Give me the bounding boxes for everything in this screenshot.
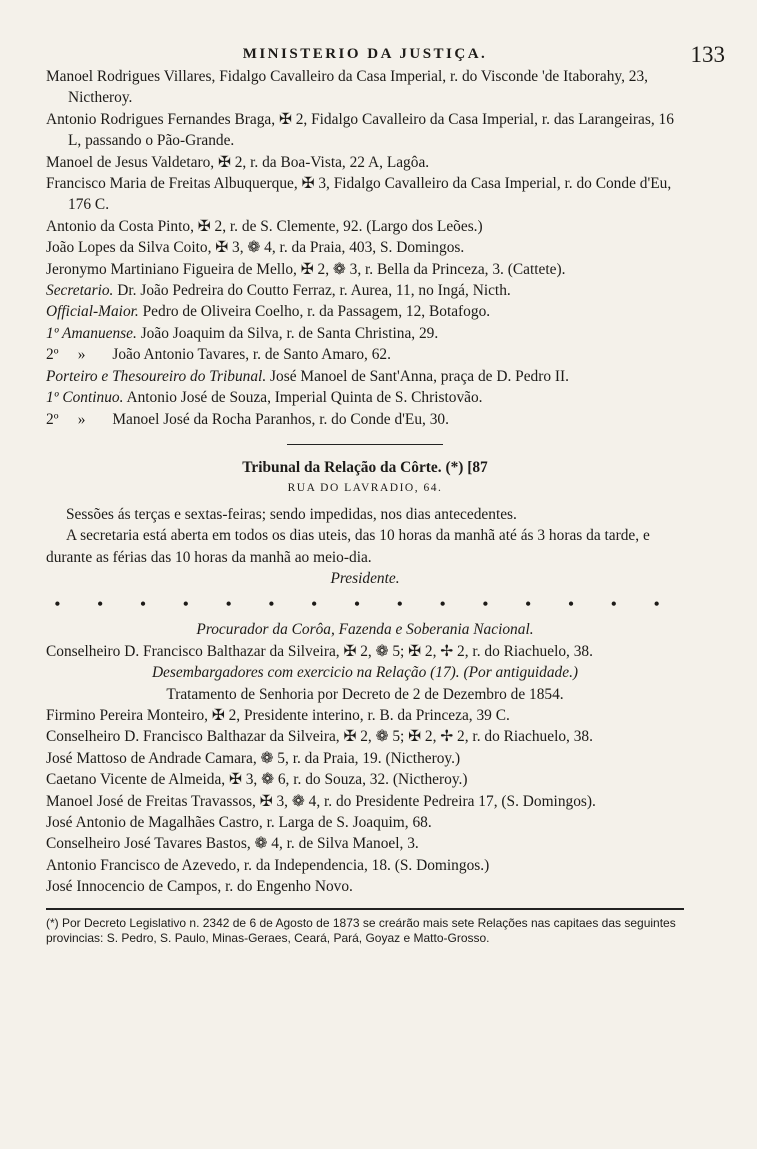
staff-text: Antonio José de Souza, Imperial Quinta de S. Christovão.	[123, 389, 483, 407]
ministry-members-list	[46, 66, 684, 280]
staff-text: » Manoel José da Rocha Paranhos, r. do Conde d'Eu, 30.	[58, 410, 449, 428]
list-item: Manoel José de Freitas Travassos, ✠ 3, ❁ 4, r. do Presidente Pedreira 17, (S. Domingos).	[46, 792, 596, 810]
staff-role: 2º	[46, 346, 59, 364]
staff-item	[46, 280, 684, 301]
desembargadores-list	[46, 705, 684, 898]
list-item: Manoel de Jesus Valdetaro, ✠ 2, r. da Boa-Vista, 22 A, Lagôa.	[46, 153, 430, 171]
staff-list	[46, 280, 684, 430]
desembargadores-heading: Desembargadores com exercicio na Relação (17). (Por antiguidade.)	[151, 664, 579, 682]
staff-text: Dr. João Pedreira do Coutto Ferraz, r. Aurea, 11, no Ingá, Nicth.	[113, 282, 511, 300]
page-header	[45, 36, 725, 67]
list-item: Antonio Rodrigues Fernandes Braga, ✠ 2, Fidalgo Cavalleiro da Casa Imperial, r. das Larangeiras, 16 L, passando o Pão-Grande.	[46, 110, 674, 150]
procurador-heading: Procurador da Corôa, Fazenda e Soberania Nacional.	[196, 621, 534, 639]
staff-item	[46, 366, 684, 387]
list-item: Francisco Maria de Freitas Albuquerque, ✠ 3, Fidalgo Cavalleiro da Casa Imperial, r. do Conde d'Eu, 176 C.	[46, 175, 672, 214]
list-item: Antonio Francisco de Azevedo, r. da Independencia, 18. (S. Domingos.)	[46, 856, 490, 874]
list-item: Jeronymo Martiniano Figueira de Mello, ✠ 2, ❁ 3, r. Bella da Princeza, 3. (Cattete).	[46, 260, 566, 278]
staff-text: José Manoel de Sant'Anna, praça de D. Pedro II.	[266, 367, 569, 385]
list-item: José Mattoso de Andrade Camara, ❁ 5, r. da Praia, 19. (Nictheroy.)	[46, 749, 461, 767]
staff-item	[46, 344, 684, 365]
staff-text: João Joaquim da Silva, r. de Santa Christina, 29.	[136, 324, 439, 342]
section-divider	[287, 444, 443, 445]
list-item: Conselheiro José Tavares Bastos, ❁ 4, r. de Silva Manoel, 3.	[46, 835, 419, 853]
staff-item	[46, 409, 684, 430]
list-item: Manoel Rodrigues Villares, Fidalgo Cavalleiro da Casa Imperial, r. do Visconde 'de Itaborahy, 23, Nictheroy.	[46, 68, 649, 107]
staff-role: Official-Maior.	[46, 303, 139, 321]
tribunal-title: Tribunal da Relação da Côrte. (*) [87	[242, 458, 488, 476]
list-item: José Innocencio de Campos, r. do Engenho Novo.	[46, 878, 353, 896]
dot-leader: • • • • • • • • • • • • • • •	[54, 594, 676, 615]
secretary-hours-text: A secretaria está aberta em todos os dias uteis, das 10 horas da manhã até ás 3 horas da tarde, e durante as férias das 10 horas da manhã ao meio-dia.	[46, 527, 650, 566]
running-title: MINISTERIO DA JUSTIÇA.	[242, 46, 488, 62]
tratamento-text: Tratamento de Senhoria por Decreto de 2 de Dezembro de 1854.	[166, 685, 564, 703]
page-number: 133	[690, 42, 725, 67]
list-item: Conselheiro D. Francisco Balthazar da Silveira, ✠ 2, ❁ 5; ✠ 2, ✢ 2, r. do Riachuelo, 38.	[46, 728, 593, 746]
staff-role: Porteiro e Thesoureiro do Tribunal.	[46, 367, 267, 385]
staff-text: Pedro de Oliveira Coelho, r. da Passagem, 12, Botafogo.	[138, 303, 491, 321]
body-text	[46, 66, 684, 958]
staff-item	[46, 301, 684, 322]
president-label: Presidente.	[330, 569, 400, 587]
list-item: Antonio da Costa Pinto, ✠ 2, r. de S. Clemente, 92. (Largo dos Leões.)	[46, 217, 483, 235]
procurador-entry: Conselheiro D. Francisco Balthazar da Silveira, ✠ 2, ❁ 5; ✠ 2, ✢ 2, r. do Riachuelo, 38.	[46, 642, 593, 660]
list-item: Firmino Pereira Monteiro, ✠ 2, Presidente interino, r. B. da Princeza, 39 C.	[46, 706, 510, 724]
staff-role: 1º Amanuense.	[46, 324, 137, 342]
list-item: Caetano Vicente de Almeida, ✠ 3, ❁ 6, r. do Souza, 32. (Nictheroy.)	[46, 771, 468, 789]
footnote-rule	[46, 908, 684, 910]
sessions-text: Sessões ás terças e sextas-feiras; sendo impedidas, nos dias antecedentes.	[66, 505, 517, 523]
staff-role: 2º	[46, 410, 59, 428]
staff-text: » João Antonio Tavares, r. de Santo Amaro, 62.	[58, 346, 391, 364]
staff-item	[46, 387, 684, 408]
tribunal-address: RUA DO LAVRADIO, 64.	[287, 482, 443, 495]
footnote: (*) Por Decreto Legislativo n. 2342 de 6 de Agosto de 1873 se creárão mais sete Relações nas capitaes das seguintes provincias: S. Pedro, S. Paulo, Minas-Geraes, Ceará, Pará, Goyaz e Matto-Grosso.	[46, 915, 676, 945]
list-item: José Antonio de Magalhães Castro, r. Larga de S. Joaquim, 68.	[46, 814, 432, 831]
staff-item	[46, 323, 684, 344]
staff-role: Secretario.	[46, 282, 114, 300]
list-item: João Lopes da Silva Coito, ✠ 3, ❁ 4, r. da Praia, 403, S. Domingos.	[46, 239, 465, 257]
staff-role: 1º Continuo.	[46, 389, 124, 407]
